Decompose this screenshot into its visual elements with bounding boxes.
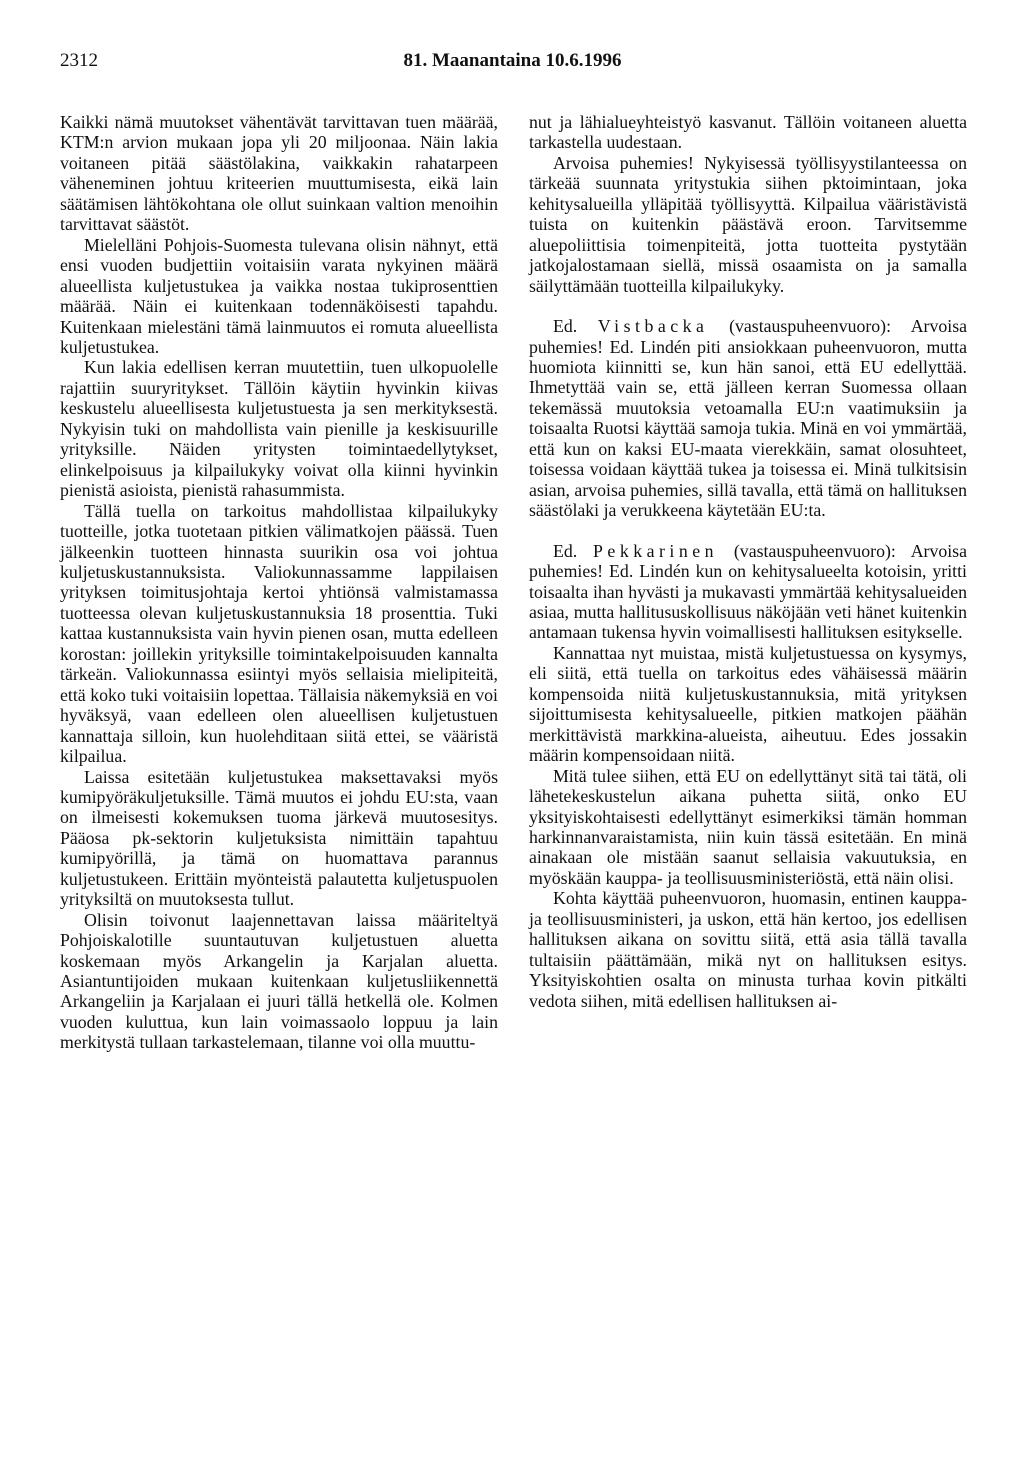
paragraph: nut ja lähialueyhteistyö kasvanut. Tällöin voitaneen aluetta tarkastella uudestaan. bbox=[529, 112, 967, 153]
page-number: 2312 bbox=[60, 50, 98, 71]
paragraph: Arvoisa puhemies! Nykyisessä työllisyystilanteessa on tärkeää suunnata yritystukia siihen pktoimintaan, joka kehitysalueilla ylläpitää työllisyyttä. Kilpailua vääristävistä tuista on kuitenkin päästävä eroon. Tarvitsemme aluepoliittisia toimenpiteitä, jotta tuotteita pystytään jatkojalostamaan siellä, missä osaamista on ja samalla säilyttämään tuotteilla kilpailukyky. bbox=[529, 152, 967, 296]
speaker-prefix: Ed. bbox=[553, 540, 578, 561]
paragraph: Laissa esitetään kuljetustukea maksettavaksi myös kumipyöräkuljetuksille. Tämä muutos ei johdu EU:sta, vaan on ilmeisesti kokemuksen tuoma järkevä muutosesitys. Pääosa pk-sektorin kuljetuksista nimittäin tapahtuu kumipyörillä, ja tämä on huomattava parannus kuljetustukeen. Erittäin myönteistä palautetta kuljetuspuolen yrityksiltä on muutoksesta tullut. bbox=[60, 766, 498, 910]
page-header bbox=[60, 50, 965, 80]
right-column bbox=[529, 112, 967, 1011]
speech-pekkarinen bbox=[529, 541, 967, 643]
paragraph: Kaikki nämä muutokset vähentävät tarvittavan tuen määrää, KTM:n arvion mukaan jopa yli 20 miljoonaa. Näin lakia voitaneen pitää säästölakina, vaikkakin rahatarpeen väheneminen johtuu kriteerien muuttumisesta, eikä lain säätämisen lähtökohtana ole ollut suinkaan valtion menoihin tarvittavat säästöt. bbox=[60, 112, 498, 235]
paragraph: Mielelläni Pohjois-Suomesta tulevana olisin nähnyt, että ensi vuoden budjettiin voitaisiin varata nykyinen määrä alueellista kuljetustukea ja vaikka nostaa tukiprosenttien määrää. Näin ei kuitenkaan todennäköisesti tapahdu. Kuitenkaan mielestäni tämä lainmuutos ei romuta alueellista kuljetustukea. bbox=[60, 234, 498, 357]
speaker-name: Vistbacka bbox=[597, 316, 709, 337]
left-column bbox=[60, 112, 498, 1053]
speaker-name: Pekkarinen bbox=[593, 540, 719, 561]
paragraph: Mitä tulee siihen, että EU on edellyttänyt sitä tai tätä, oli lähetekeskustelun aikana puhetta siitä, onko EU yksityiskohtaisesti edellyttänyt esimerkiksi tämän homman harkinnanvaraistamista, niin kuin tässä esitetään. En minä ainakaan ole mistään saanut sellaisia vakuutuksia, en myöskään kauppa- ja teollisuusministeriöstä, että näin olisi. bbox=[529, 765, 967, 888]
speech-vistbacka bbox=[529, 316, 967, 521]
speech-text: (vastauspuheenvuoro): Arvoisa puhemies! Ed. Lindén piti ansiokkaan puheenvuoron, mutta huomiota kiinnitti se, kun hän sanoi, että EU edellyttää. Ihmetyttää vain se, että jälleen kerran Suomessa ollaan tekemässä muutoksia vetoamalla EU:n vaatimuksiin ja toisaalta Ruotsi käyttää samoja tukia. Minä en voi ymmärtää, että kun on kaksi EU-maata vierekkäin, samat olosuhteet, toisessa voidaan käyttää tukea ja toisessa ei. Minä tulkitsisin asian, arvoisa puhemies, sillä tavalla, että tämä on hallituksen säästölaki ja verukkeena käytetään EU:ta. bbox=[529, 316, 968, 521]
paragraph: Kannattaa nyt muistaa, mistä kuljetustuessa on kysymys, eli siitä, että tuella on tarkoitus edes vähäisessä määrin kompensoida niitä kuljetuskustannuksia, mitä yrityksen sijoittumisesta kehitysalueelle, pitkien matkojen päähän merkittävistä markkina-alueista, aiheutuu. Edes jossakin määrin kompensoidaan niitä. bbox=[529, 642, 967, 766]
session-date: 81. Maanantaina 10.6.1996 bbox=[403, 50, 622, 71]
speech-text: (vastauspuheenvuoro): Arvoisa puhemies! Ed. Lindén kun on kehitysalueelta kotoisin, yritti toisaalta ihan hyvästi ja mukavasti ymmärtää kehitysalueiden asiaa, mutta hallitususkollisuus näköjään veti hänet kuitenkin antamaan tukensa hyvin voimallisesti hallituksen esitykselle. bbox=[529, 540, 967, 643]
paragraph: Kohta käyttää puheenvuoron, huomasin, entinen kauppa- ja teollisuusministeri, ja uskon, että hän kertoo, jos edellisen hallituksen aikana on sovittu siitä, että asia tällä tavalla tultaisiin päättämään, mikä nyt on hallituksen esitys. Yksityiskohtien osalta on minusta turhaa kovin pitkälti vedota siihen, mitä edellisen hallituksen ai- bbox=[529, 888, 967, 1011]
paragraph: Kun lakia edellisen kerran muutettiin, tuen ulkopuolelle rajattiin suuryritykset. Tällöin käytiin hyvinkin kiivas keskustelu alueellisesta kuljetustuesta ja sen merkityksestä. Nykyisin tuki on mahdollista vain pienille ja keskisuurille yrityksille. Näiden yritysten toimintaedellytykset, elinkelpoisuus ja kilpailukyky voivat olla kiinni hyvinkin pienistä asioista, pienistä rahasummista. bbox=[60, 357, 498, 501]
paragraph: Tällä tuella on tarkoitus mahdollistaa kilpailukyky tuotteille, jotka tuotetaan pitkien välimatkojen päässä. Tuen jälkeenkin tuotteen hinnasta suurikin osa voi johtua kuljetuskustannuksista. Valiokunnassamme lappilaisen yrityksen toimitusjohtaja kertoi yhtiönsä valmistamassa tuotteessa olevan kuljetuskustannuksia 18 prosenttia. Tuki kattaa kustannuksista vain hyvin pienen osan, mutta edelleen korostan: joillekin yrityksille toimintakelpoisuuden kannalta tärkeän. Valiokunnassa esiintyi myös sellaisia mielipiteitä, että koko tuki voitaisiin lopettaa. Tällaisia näkemyksiä en voi hyväksyä, vaan edelleen olen alueellisen kuljetustuen kannattaja silloin, kun huolehditaan siitä ettei, se vääristä kilpailua. bbox=[60, 500, 498, 767]
speaker-prefix: Ed. bbox=[553, 316, 578, 337]
paragraph: Olisin toivonut laajennettavan laissa määriteltyä Pohjoiskalotille suuntautuvan kuljetustuen aluetta koskemaan myös Arkangelin ja Karjalan aluetta. Asiantuntijoiden mukaan kuitenkaan kuljetusliikennettä Arkangeliin ja Karjalaan ei juuri tällä hetkellä ole. Kolmen vuoden kuluttua, kun lain voimassaolo loppuu ja lain merkitystä tullaan tarkastelemaan, tilanne voi olla muuttu- bbox=[60, 909, 498, 1053]
